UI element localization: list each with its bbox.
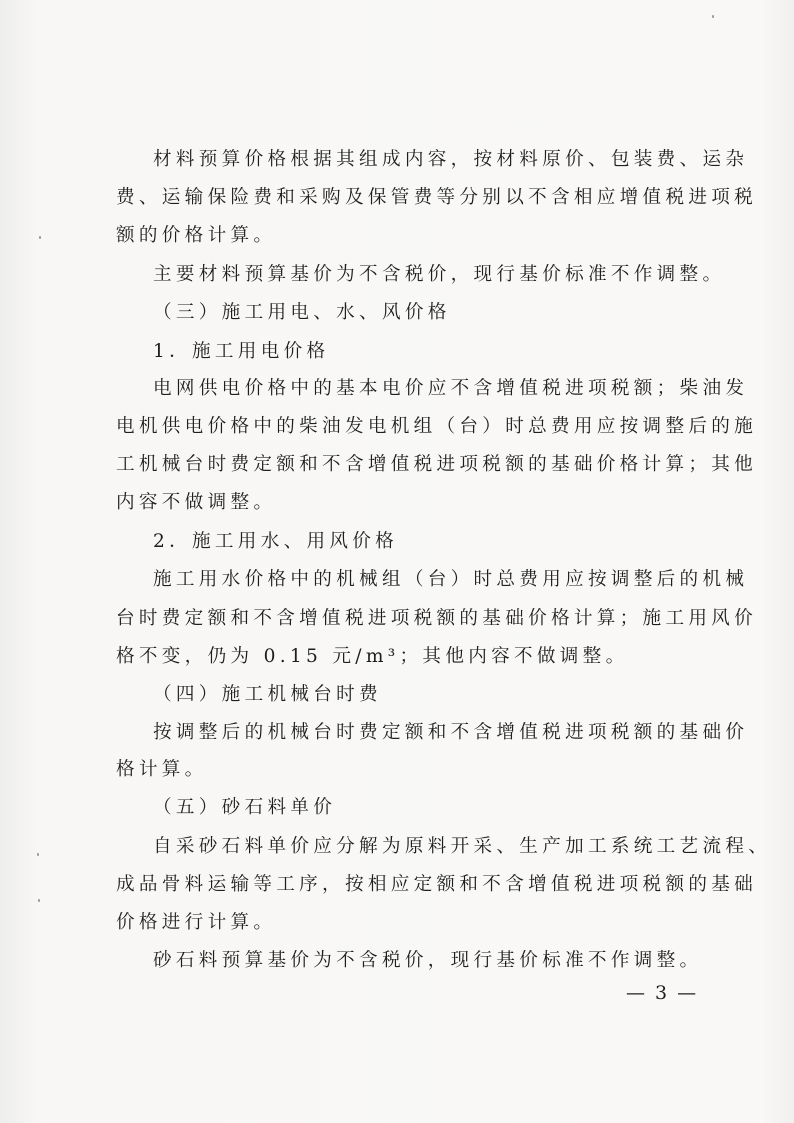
paragraph-line: 工机械台时费定额和不含增值税进项税额的基础价格计算；其他 bbox=[116, 454, 758, 475]
scan-speck bbox=[38, 899, 40, 902]
scan-speck bbox=[37, 853, 39, 856]
paragraph-line: 砂石料预算基价为不含税价，现行基价标准不作调整。 bbox=[153, 950, 703, 971]
paragraph-line: 电机供电价格中的柴油发电机组（台）时总费用应按调整后的施 bbox=[116, 416, 758, 437]
paragraph-line: 格不变，仍为 0.15 元/m³；其他内容不做调整。 bbox=[116, 646, 629, 667]
paragraph-line: 材料预算价格根据其组成内容，按材料原价、包装费、运杂 bbox=[153, 149, 749, 170]
scan-speck bbox=[712, 15, 714, 18]
paragraph-line: 额的价格计算。 bbox=[116, 225, 277, 246]
paragraph-line: 施工用水价格中的机械组（台）时总费用应按调整后的机械 bbox=[153, 569, 749, 590]
paragraph-line: 主要材料预算基价为不含税价，现行基价标准不作调整。 bbox=[153, 264, 726, 285]
scan-speck bbox=[39, 236, 41, 239]
paragraph-line: 成品骨料运输等工序，按相应定额和不含增值税进项税额的基础 bbox=[116, 874, 758, 895]
paragraph-line: 按调整后的机械台时费定额和不含增值税进项税额的基础价 bbox=[153, 722, 749, 743]
section-heading: （五）砂石料单价 bbox=[153, 797, 337, 818]
paragraph-line: 电网供电价格中的基本电价应不含增值税进项税额；柴油发 bbox=[153, 378, 749, 399]
paragraph-line: 价格进行计算。 bbox=[116, 912, 277, 933]
paragraph-line: 格计算。 bbox=[116, 759, 208, 780]
paragraph-line: 台时费定额和不含增值税进项税额的基础价格计算；施工用风价 bbox=[116, 608, 758, 629]
paragraph-line: 内容不做调整。 bbox=[116, 492, 277, 513]
subsection-heading: 2．施工用水、用风价格 bbox=[153, 531, 399, 552]
section-heading: （三）施工用电、水、风价格 bbox=[153, 302, 451, 323]
subsection-heading: 1．施工用电价格 bbox=[153, 341, 330, 362]
section-heading: （四）施工机械台时费 bbox=[153, 684, 382, 705]
page-number: — 3 — bbox=[626, 982, 699, 1004]
paragraph-line: 自采砂石料单价应分解为原料开采、生产加工系统工艺流程、 bbox=[153, 836, 772, 857]
paragraph-line: 费、运输保险费和采购及保管费等分别以不含相应增值税进项税 bbox=[116, 187, 758, 208]
